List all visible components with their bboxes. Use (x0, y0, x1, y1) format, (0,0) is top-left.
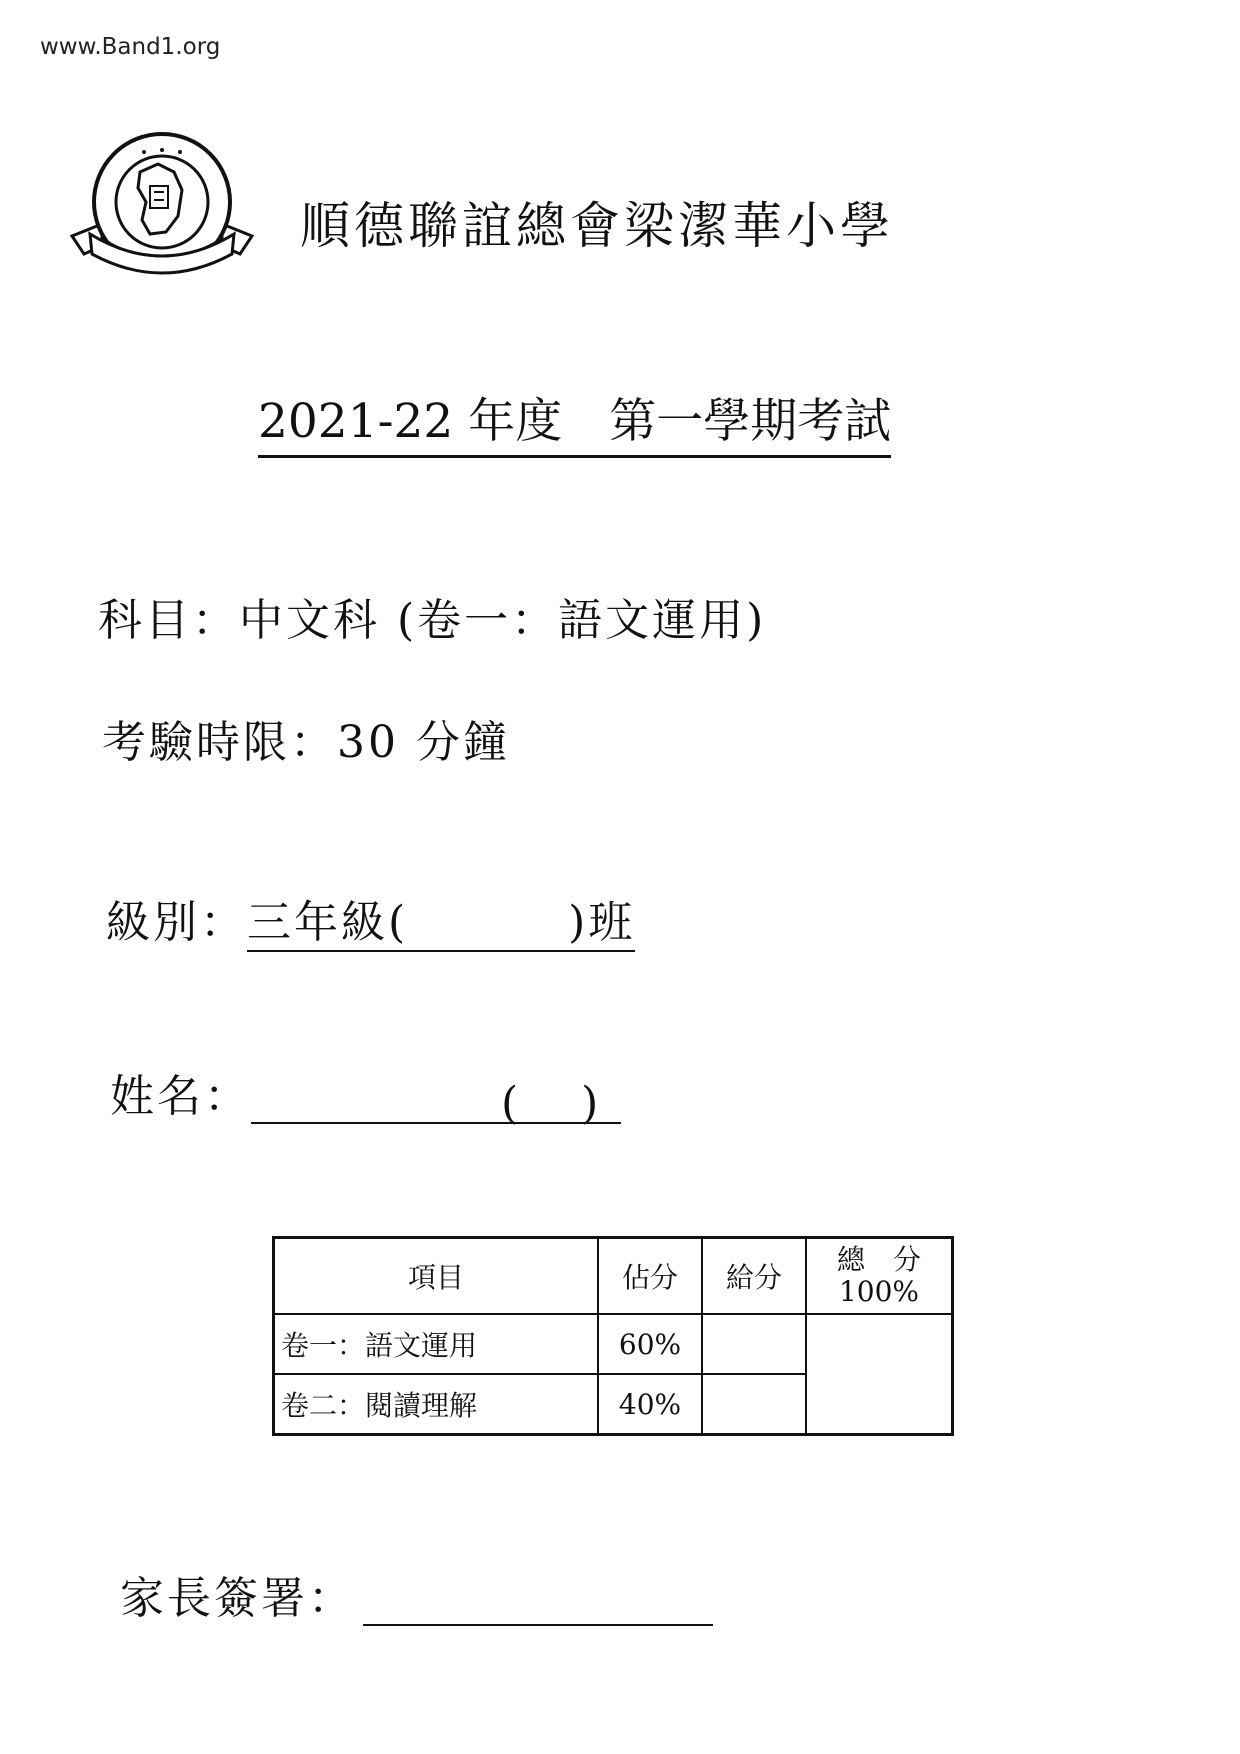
school-name: 順德聯誼總會梁潔華小學 (300, 197, 894, 255)
name-row (110, 1060, 621, 1129)
header-item: 項目 (274, 1238, 599, 1315)
total-field[interactable] (806, 1314, 953, 1435)
time-limit-label: 考驗時限： (102, 717, 337, 768)
header-total-label: 總 分 (836, 1242, 921, 1276)
name-label: 姓名： (110, 1071, 251, 1122)
table-row (274, 1314, 953, 1374)
signature-field[interactable] (363, 1580, 713, 1626)
row-item: 卷二：閱讀理解 (274, 1374, 599, 1435)
subject-row (98, 584, 766, 648)
time-limit-value: 30 分鐘 (337, 717, 510, 768)
grade-prefix: 三年級( (247, 897, 409, 948)
grade-suffix: )班 (568, 897, 636, 948)
row-given-field[interactable] (702, 1374, 806, 1435)
row-weight: 60% (598, 1314, 702, 1374)
score-table (272, 1236, 954, 1436)
exam-title: 2021-22 年度 第一學期考試 (258, 384, 891, 458)
parent-signature-label: 家長簽署： (120, 1573, 355, 1624)
grade-row (106, 886, 635, 950)
parent-signature-row (120, 1562, 713, 1626)
grade-value (247, 897, 635, 952)
paren-close: ) (581, 1078, 602, 1129)
paren-open: ( (501, 1078, 522, 1129)
grade-label: 級別： (106, 897, 247, 948)
row-given-field[interactable] (702, 1314, 806, 1374)
score-table-header (274, 1238, 953, 1315)
school-crest-icon (62, 128, 262, 288)
row-item: 卷一：語文運用 (274, 1314, 599, 1374)
subject-label: 科目： (98, 595, 239, 646)
name-blank-field[interactable] (251, 1078, 501, 1124)
class-number-field[interactable] (501, 1078, 621, 1129)
row-weight: 40% (598, 1374, 702, 1435)
header-total (806, 1238, 953, 1315)
header-given: 給分 (702, 1238, 806, 1315)
watermark-url: www.Band1.org (40, 34, 221, 60)
header-total-percent: 100% (838, 1275, 920, 1308)
header-weight: 佔分 (598, 1238, 702, 1315)
subject-value: 中文科 (卷一：語文運用) (239, 595, 767, 646)
time-limit-row (102, 706, 510, 770)
